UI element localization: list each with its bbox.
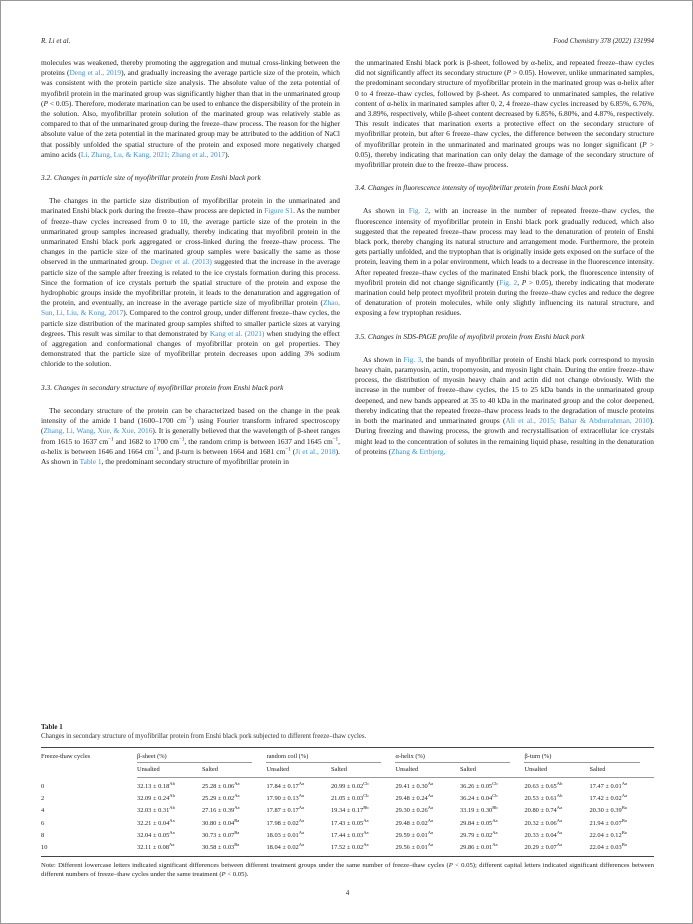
- text-run: ). Compared to the control group, under different freeze–thaw cycles, the particle size distribution of the marinated group samples shifted to smaller particle sizes at varying degrees. This result was similar to that demonstrated by: [41, 308, 340, 338]
- table-cell: [266, 805, 331, 817]
- table-cell: [460, 805, 525, 817]
- text-run: The changes in the particle size distribution of myofibrillar protein in the unmarinated and marinated Enshi black pork during the freeze–thaw process are depicted in: [41, 196, 340, 216]
- table-cell: [395, 805, 460, 817]
- table-cell: [137, 793, 202, 805]
- significance-superscript: Aa: [234, 780, 240, 786]
- table-cell: [331, 778, 396, 793]
- citation-link[interactable]: Fig. 2: [408, 206, 429, 216]
- table-caption: Changes in secondary structure of myofibrillar protein from Enshi black pork subjected to different freeze–thaw cycles.: [41, 733, 367, 740]
- significance-superscript: Ba: [234, 817, 240, 823]
- text-run: the unmarinated Enshi black pork is β-sheet, followed by α-helix, and repeated freeze–thaw cycles did not significantly affect its secondary structure (: [355, 58, 654, 78]
- table-row: [41, 841, 654, 856]
- table-cell: [524, 829, 589, 841]
- text-run: ). It is generally believed that the wavelength of β-sheet ranges from 1615 to 1637 cm: [41, 426, 340, 446]
- paragraph: [355, 58, 654, 170]
- table-cell: [589, 817, 654, 829]
- text-run: , the random crimp is between 1637 and 1645 cm: [184, 436, 333, 446]
- table-cell: [460, 793, 525, 805]
- significance-superscript: Cb: [492, 780, 498, 786]
- table-cell: [331, 793, 396, 805]
- significance-superscript: Ba: [234, 829, 240, 835]
- significance-superscript: Aa: [492, 817, 498, 823]
- text-run: (: [290, 446, 296, 456]
- table-header-row-label: Freeze-thaw cycles: [41, 753, 91, 760]
- table-cell: [524, 793, 589, 805]
- table-cell: [589, 805, 654, 817]
- significance-superscript: Aa: [492, 829, 498, 835]
- table-group-header: [266, 748, 395, 764]
- cell-value: 32.09 ± 0.24: [137, 795, 170, 803]
- superscript: −1: [108, 437, 114, 443]
- cell-value: 17.44 ± 0.03: [330, 831, 364, 839]
- cell-value: 17.90 ± 0.13: [266, 795, 299, 803]
- significance-superscript: Ab: [556, 780, 563, 786]
- text-run: and 1682 to 1700 cm: [113, 436, 180, 446]
- cell-value: 30.73 ± 0.07: [201, 831, 235, 839]
- text-run: P: [221, 871, 226, 879]
- cycles-cell: 2: [41, 795, 45, 803]
- significance-superscript: Aa: [234, 805, 240, 811]
- cell-value: 20.53 ± 0.61: [524, 795, 557, 803]
- text-run: As shown in: [363, 206, 409, 216]
- cell-value: 17.52 ± 0.02: [330, 843, 364, 851]
- text-run: > 0.05). However, unlike unmarinated samples, the predominant secondary structure of myofibrillar protein in the marinated group was α-helix after 0 to 4 freeze–thaw cycles, followed by β-sheet. As compared to unmarinated samples, the relative content of α-helix in marinated samples after 0, 2, 4 freeze–thaw cycles increased by 6.85%, 6.76%, and 3.89%, respectively, while β-sheet content decreased by 6.85%, 6.80%, and 4.87%, respectively. This result indicates that marination exerts a protective effect on the secondary structure of myofibrillar protein, but after 6 freeze–thaw cycles, the difference between the secondary structure of myofibrillar protein in the unmarinated and marinated groups was no longer significant (: [355, 68, 654, 149]
- significance-superscript: Ba: [621, 817, 627, 823]
- table-row: [41, 805, 654, 817]
- citation-link[interactable]: Kang et al. (2021): [209, 328, 265, 338]
- table-cell: [137, 817, 202, 829]
- text-run: Note: Different lowercase letters indicated significant differences between different treatment groups under the same number of freeze–thaw cycles (: [41, 861, 449, 869]
- table-cell: [266, 829, 331, 841]
- superscript: −1: [332, 437, 339, 443]
- cell-value: 17.47 ± 0.01: [589, 783, 622, 790]
- citation-link[interactable]: Zhang & Ertbjerg,: [391, 446, 446, 456]
- significance-superscript: Aa: [556, 841, 563, 847]
- table-cell: [137, 829, 202, 841]
- citation-link[interactable]: Fig. 3: [403, 354, 422, 364]
- cell-value: 32.04 ± 0.05: [137, 831, 170, 839]
- cell-value: 17.43 ± 0.05: [330, 819, 364, 827]
- table-cell: [331, 841, 396, 856]
- table-subheader: Unsalted: [137, 763, 202, 778]
- significance-superscript: Ba: [621, 805, 627, 811]
- table-cell: [395, 817, 460, 829]
- section-heading: 3.5. Changes in SDS-PAGE profile of myofibril protein from Enshi black pork: [355, 331, 585, 341]
- section-heading: 3.4. Changes in fluorescence intensity of myofibrillar protein from Enshi black pork: [355, 183, 603, 193]
- significance-superscript: Aa: [298, 780, 305, 786]
- table-note: [41, 861, 654, 880]
- significance-superscript: Aa: [363, 829, 369, 835]
- cell-value: 32.11 ± 0.08: [137, 843, 170, 851]
- table-cell: [331, 817, 396, 829]
- citation-link[interactable]: Table 1: [79, 456, 102, 466]
- table-cell: [589, 841, 654, 856]
- cell-value: 20.33 ± 0.04: [524, 831, 557, 839]
- table-cell: [460, 829, 525, 841]
- significance-superscript: Cb: [363, 780, 369, 786]
- text-run: . As the number of freeze–thaw cycles increased from 0 to 10, the average particle size of the protein in the unmarinated group samples increased gradually, thereby indicating that myofibril protein in the unmarinated Enshi black pork aggregated or cross-linked during the freeze–thaw process. The changes in the particle size of the marinated group samples were basically the same as those observed in the unmarinated group.: [41, 206, 340, 267]
- significance-superscript: Aa: [298, 817, 305, 823]
- text-run: P: [506, 68, 512, 78]
- significance-superscript: Aa: [427, 805, 434, 811]
- cell-value: 29.48 ± 0.02: [395, 819, 428, 827]
- text-run: when studying the effect of aggregation and conformational changes of myofibrillar protein on gel properties. They demonstrated that the particle size of myofibrillar protein decreases upon adding 3% sodium chloride to the solution.: [41, 328, 340, 369]
- cell-value: 25.29 ± 0.02: [201, 795, 235, 803]
- table-cell: [202, 778, 267, 793]
- paragraph: [41, 406, 340, 467]
- superscript: −1: [179, 437, 185, 443]
- significance-superscript: Aa: [169, 817, 175, 823]
- cell-value: 18.03 ± 0.01: [266, 831, 299, 839]
- cell-value: 29.79 ± 0.02: [459, 831, 493, 839]
- table-cell: [266, 793, 331, 805]
- body-columns: [41, 58, 654, 467]
- table-cell: [524, 805, 589, 817]
- table-group-header-label: α-helix (%): [395, 753, 510, 763]
- significance-superscript: Aa: [298, 805, 305, 811]
- cell-value: 29.56 ± 0.01: [395, 843, 428, 851]
- table-cell: [589, 829, 654, 841]
- table-cell: [331, 829, 396, 841]
- table-cell: [266, 841, 331, 856]
- table-cell: [460, 817, 525, 829]
- table-row: [41, 829, 654, 841]
- section-heading: 3.2. Changes in particle size of myofibrillar protein from Enshi black pork: [41, 173, 261, 183]
- significance-superscript: Aa: [169, 841, 175, 847]
- text-run: The secondary structure of the protein can be characterized based on the change in the peak intensity of the amide I band (1600–1700 cm: [41, 405, 340, 426]
- table-cell: [202, 805, 267, 817]
- table-subheader: Salted: [460, 763, 525, 778]
- cell-value: 27.16 ± 0.39: [201, 807, 235, 815]
- cell-value: 19.34 ± 0.17: [330, 807, 364, 815]
- significance-superscript: Aa: [298, 841, 305, 847]
- text-run: < 0.05).: [225, 871, 249, 879]
- table-cell: [524, 778, 589, 793]
- table-subheader: Salted: [589, 763, 654, 778]
- table-cell: [202, 817, 267, 829]
- citation-link[interactable]: Ali et al., 2015; Bahar & Abdurrahman, 2010: [505, 416, 650, 426]
- table-row: [41, 817, 654, 829]
- citation-link[interactable]: Zhang, Li, Wang, Xue, & Xue, 2016: [43, 426, 153, 436]
- superscript: −1: [153, 447, 159, 453]
- text-run: ), and gradually increasing the average particle size of the protein, which was consistent with the protein particle size analysis. The absolute value of the zeta potential of myofibril protein in the marinated group was significantly higher than that in the unmarinated group (: [41, 68, 341, 108]
- cell-value: 20.80 ± 0.74: [524, 807, 557, 815]
- text-run: , and β-turn is between 1664 and 1681 cm: [158, 446, 286, 456]
- cycles-cell: 0: [41, 782, 45, 790]
- significance-superscript: Ba: [621, 841, 627, 847]
- cell-value: 29.30 ± 0.26: [395, 807, 428, 815]
- cycles-cell: 6: [41, 819, 45, 827]
- page-number: 4: [345, 889, 350, 897]
- running-header: [41, 37, 654, 45]
- significance-superscript: Aa: [298, 829, 305, 835]
- significance-superscript: Ab: [169, 780, 175, 786]
- cell-value: 20.32 ± 0.06: [524, 819, 557, 827]
- text-run: ).: [225, 149, 230, 159]
- text-run: ). During freezing and thawing process, the growth and recrystallisation of extracellular ice crystals might lead to the concentration of solutes in the remaining liquid phase, resulting in the denaturation of proteins (: [355, 416, 654, 456]
- citation-link[interactable]: Figure S1: [264, 206, 294, 216]
- text-run: P: [642, 139, 647, 149]
- significance-superscript: Aa: [363, 841, 369, 847]
- cell-value: 33.19 ± 0.30: [459, 807, 493, 815]
- text-run: P: [448, 861, 453, 869]
- text-run: ,: [517, 277, 522, 287]
- citation-link[interactable]: Fig. 2: [499, 277, 518, 287]
- significance-superscript: Aa: [621, 793, 628, 799]
- text-run: , the predominant secondary structure of myofibrillar protein in: [101, 456, 289, 466]
- table-group-header: [524, 748, 654, 764]
- superscript: −1: [285, 447, 291, 453]
- cell-value: 17.98 ± 0.02: [266, 819, 299, 827]
- table-cell: [266, 778, 331, 793]
- table-cell: [202, 829, 267, 841]
- cell-value: 29.59 ± 0.01: [395, 831, 428, 839]
- cell-value: 20.99 ± 0.02: [330, 783, 364, 790]
- text-run: < 0.05); different capital letters indicated significant differences between different numbers of freeze–thaw cycles under the same treatment (: [41, 861, 654, 879]
- cell-value: 20.63 ± 0.65: [524, 783, 557, 790]
- table-group-header-label: β-sheet (%): [137, 753, 252, 763]
- cell-value: 32.03 ± 0.31: [137, 807, 170, 815]
- table-1: [41, 747, 654, 857]
- running-header-journal: Food Chemistry 378 (2022) 131994: [553, 37, 654, 45]
- significance-superscript: Ab: [169, 805, 175, 811]
- table-cell: [137, 805, 202, 817]
- cell-value: 21.94 ± 0.07: [589, 819, 622, 827]
- cell-value: 29.41 ± 0.30: [395, 783, 428, 790]
- cell-value: 20.29 ± 0.07: [524, 843, 557, 851]
- significance-superscript: Ba: [621, 829, 627, 835]
- cycles-cell: 10: [41, 843, 48, 851]
- cell-value: 18.04 ± 0.02: [266, 843, 299, 851]
- running-header-author: R. Li et al.: [41, 37, 71, 45]
- text-run: > 0.05), thereby indicating that marination can only delay the damage of the secondary structure of myofibrillar protein due to the freeze–thaw process.: [355, 139, 654, 170]
- cell-value: 17.87 ± 0.17: [266, 807, 299, 815]
- cell-value: 22.04 ± 0.12: [589, 831, 622, 839]
- text-run: suggested that the increase in the average particle size of the sample after freezing is related to the ice crystals formation during this process. Since the formation of ice crystals perturb the spatial structure of the protein and expose the hydrophobic groups inside the myofibrillar protein, it leads to the denaturation and aggregation of the protein, and eventually, an increase in the average particle size of myofibrillar protein (: [41, 257, 340, 308]
- table-group-header-label: random coil (%): [266, 753, 381, 763]
- paragraph: [41, 58, 340, 160]
- table-subheader: Unsalted: [524, 763, 589, 778]
- text-run: P: [521, 277, 527, 287]
- left-column: [41, 58, 340, 467]
- table-group-header: [395, 748, 524, 764]
- cycles-cell: 4: [41, 807, 45, 815]
- cycles-cell: 8: [41, 831, 45, 839]
- significance-superscript: Aa: [363, 817, 369, 823]
- table-cell: [395, 793, 460, 805]
- text-run: , the bands of myofibrillar protein of Enshi black pork correspond to myosin heavy chain, paramyosin, actin, tropomyosin, and myosin light chain. During the entire freeze–thaw process, the distribution of myosin heavy chain and actin did not change obviously. With the increase in the number of freeze–thaw cycles, the 15 to 25 kDa bands in the unmarinated group deepened, and new bands appeared at 35 to 40 kDa in the marinated group and the color deepened, thereby indicating that the repeated freeze–thaw process leads to the degradation of muscle proteins in both the marinated and unmarinated groups (: [355, 354, 654, 426]
- text-run: As shown in: [363, 354, 404, 364]
- cell-value: 25.28 ± 0.06: [201, 783, 235, 790]
- significance-superscript: Aa: [556, 829, 563, 835]
- cell-value: 29.86 ± 0.01: [459, 843, 493, 851]
- significance-superscript: Aa: [427, 793, 434, 799]
- significance-superscript: Aa: [492, 841, 498, 847]
- table-label: Table 1: [41, 723, 63, 731]
- cell-value: 30.80 ± 0.04: [201, 819, 235, 827]
- significance-superscript: Ba: [234, 841, 240, 847]
- cell-value: 32.21 ± 0.04: [137, 819, 170, 827]
- cell-value: 29.84 ± 0.05: [459, 819, 493, 827]
- text-run: ) using Fourier transform infrared spectroscopy (: [41, 416, 340, 436]
- cell-value: 30.58 ± 0.03: [201, 843, 235, 851]
- text-run: , α-helix is between 1646 and 1664 cm: [41, 436, 340, 456]
- cell-value: 36.26 ± 0.05: [459, 783, 493, 790]
- text-run: P: [43, 98, 48, 108]
- table-cell: [395, 778, 460, 793]
- significance-superscript: Cb: [363, 793, 369, 799]
- significance-superscript: Bb: [492, 805, 498, 811]
- text-run: molecules was weakened, thereby promoting the aggregation and mutual cross-linking between the proteins (: [41, 58, 340, 78]
- table-cell: [589, 778, 654, 793]
- significance-superscript: Bb: [363, 805, 369, 811]
- right-column: [355, 58, 654, 467]
- citation-link[interactable]: Degner et al. (2013): [150, 257, 212, 267]
- citation-link[interactable]: Li, Zhang, Lu, & Kang, 2021; Zhang et al., 2017: [80, 149, 226, 159]
- table-subheader: Unsalted: [266, 763, 331, 778]
- table-subheader: Unsalted: [395, 763, 460, 778]
- cell-value: 29.48 ± 0.24: [395, 795, 428, 803]
- significance-superscript: Aa: [427, 780, 434, 786]
- significance-superscript: Aa: [621, 780, 628, 786]
- significance-superscript: Aa: [234, 793, 240, 799]
- table-cell: [460, 841, 525, 856]
- table-cell: [395, 829, 460, 841]
- cell-value: 36.24 ± 0.04: [459, 795, 493, 803]
- cell-value: 22.04 ± 0.03: [589, 843, 622, 851]
- paragraph: [41, 196, 340, 369]
- table-cell: [137, 841, 202, 856]
- table-row: [41, 793, 654, 805]
- significance-superscript: Aa: [298, 793, 305, 799]
- table-cell: [395, 841, 460, 856]
- paragraph: [355, 355, 654, 457]
- significance-superscript: Aa: [427, 841, 434, 847]
- table-cell: [524, 817, 589, 829]
- significance-superscript: Ab: [556, 793, 563, 799]
- text-run: , with an increase in the number of repeated freeze–thaw cycles, the fluorescence intensity of myofibrillar protein in Enshi black pork gradually reduced, which also suggested that the repeated freeze–thaw process may lead to the denaturation of protein of Enshi black pork, thereby changing its natural structure and arrangement mode. Furthermore, the protein gets partially unfolded, and the tryptophan that is originally inside gets exposed on the surface of the protein, leaving them in a polar environment, which leads to a decrease in the fluorescence intensity. After repeated freeze–thaw cycles of the marinated Enshi black pork, the fluorescence intensity of myofibril protein did not change significantly (: [355, 206, 654, 287]
- table-row: [41, 778, 654, 793]
- text-run: < 0.05). Therefore, moderate marination can be used to enhance the dispersibility of the protein in the solution. Also, myofibrillar protein solution of the marinated group was relatively stable as compared to that of the unmarinated group during the freeze–thaw process. The reason for the higher absolute value of the zeta potential in the marinated group may be attributed to the addition of NaCl that possibly unfolded the spatial structure of the protein and exposed more negatively charged amino acids (: [41, 98, 340, 159]
- significance-superscript: Aa: [427, 829, 434, 835]
- cell-value: 17.42 ± 0.02: [589, 795, 622, 803]
- significance-superscript: Aa: [556, 817, 563, 823]
- significance-superscript: Aa: [169, 829, 175, 835]
- significance-superscript: Aa: [427, 817, 434, 823]
- cell-value: 17.84 ± 0.17: [266, 783, 299, 790]
- significance-superscript: Cb: [492, 793, 498, 799]
- table-group-header: [137, 748, 266, 764]
- table-1-section: [41, 723, 654, 880]
- citation-link[interactable]: Ji et al., 2018: [295, 446, 336, 456]
- table-subheader: Salted: [331, 763, 396, 778]
- table-cell: [589, 793, 654, 805]
- section-heading: 3.3. Changes in secondary structure of myofibrillar protein from Enshi black pork: [41, 382, 284, 392]
- cell-value: 32.13 ± 0.18: [137, 783, 170, 790]
- table-cell: [266, 817, 331, 829]
- citation-link[interactable]: Deng et al., 2019: [69, 68, 122, 78]
- table-group-header-label: β-turn (%): [524, 753, 640, 763]
- table-cell: [524, 841, 589, 856]
- table-cell: [331, 805, 396, 817]
- table-cell: [202, 841, 267, 856]
- significance-superscript: Aa: [556, 805, 563, 811]
- table-subheader: Salted: [202, 763, 267, 778]
- cell-value: 20.30 ± 0.39: [589, 807, 622, 815]
- cell-value: 21.05 ± 0.03: [330, 795, 364, 803]
- paragraph: [355, 206, 654, 318]
- superscript: −1: [186, 416, 192, 422]
- significance-superscript: Ab: [169, 793, 175, 799]
- text-run: ). As shown in: [41, 446, 340, 466]
- citation-link[interactable]: Zhao, Sun, Li, Liu, & Kong, 2017: [41, 298, 340, 318]
- text-run: > 0.05), thereby indicating that moderate marination could help protect myofibril protein during the freeze–thaw cycles and reduce the degree of denaturation of protein molecules, while only slightly influencing its natural structure, and exposing a few tryptophan residues.: [355, 277, 654, 318]
- table-cell: [137, 778, 202, 793]
- table-cell: [202, 793, 267, 805]
- table-cell: [460, 778, 525, 793]
